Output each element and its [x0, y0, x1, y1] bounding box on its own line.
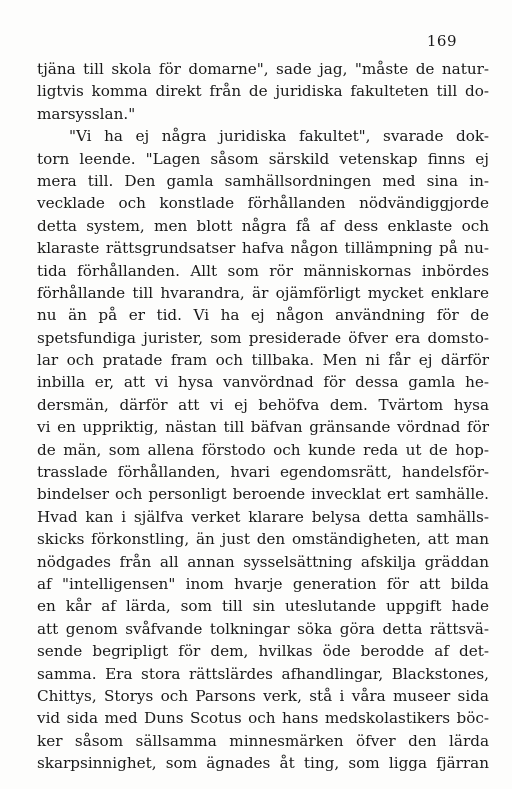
text-line: vi en uppriktig, nästan till bäfvan gränsande vördnad för — [37, 418, 489, 437]
text-line: ker såsom sällsamma minnesmärken öfver den lärda — [37, 731, 489, 750]
text-line: de män, som allena förstodo och kunde reda ut de hop- — [37, 440, 489, 459]
text-line: skicks förkonstling, än just den omständigheten, att man — [37, 530, 489, 549]
body-text — [37, 58, 489, 775]
text-line: bindelser och personligt beroende invecklat ert samhälle. — [37, 485, 489, 504]
text-line: torn leende. "Lagen såsom särskild vetenskap finns ej — [37, 149, 489, 168]
text-line: dersmän, därför att vi ej behöfva dem. Tvärtom hysa — [37, 395, 489, 414]
text-line: spetsfundiga jurister, som presiderade öfver era domsto- — [37, 328, 489, 347]
text-line: inbilla er, att vi hysa vanvördnad för dessa gamla he- — [37, 373, 489, 392]
text-line: sende begripligt för dem, hvilkas öde berodde af det- — [37, 642, 489, 661]
text-line: Hvad kan i själfva verket klarare belysa detta samhälls- — [37, 507, 489, 526]
text-line: en kår af lärda, som till sin uteslutande uppgift hade — [37, 597, 489, 616]
text-line: skarpsinnighet, som ägnades åt ting, som ligga fjärran — [37, 754, 489, 773]
text-line: tjäna till skola för domarne", sade jag, "måste de natur- — [37, 60, 489, 78]
text-line: lar och pratade fram och tillbaka. Men ni får ej därför — [37, 351, 489, 370]
text-line: att genom svåfvande tolkningar söka göra detta rättsvä- — [37, 619, 489, 638]
text-line: Chittys, Storys och Parsons verk, stå i våra museer sida — [37, 686, 489, 705]
text-line: vecklade och konstlade förhållanden nödvändiggjorde — [37, 194, 489, 213]
text-line: ligtvis komma direkt från de juridiska fakulteten till do- — [37, 82, 489, 101]
text-line: tida förhållanden. Allt som rör människornas inbördes — [37, 261, 489, 280]
text-line: nu än på er tid. Vi ha ej någon användning för de — [37, 306, 489, 325]
text-line: af "intelligensen" inom hvarje generation för att bilda — [37, 574, 489, 593]
text-line: mera till. Den gamla samhällsordningen med sina in- — [37, 171, 489, 190]
text-line: detta system, men blott några få af dess enklaste och — [37, 216, 489, 235]
page-number: 169 — [426, 32, 457, 50]
text-line: klaraste rättsgrundsatser hafva någon tillämpning på nu- — [37, 239, 489, 258]
text-line: marsysslan." — [37, 104, 136, 123]
text-line: nödgades från all annan sysselsättning afskilja gräddan — [37, 552, 489, 571]
text-line: vid sida med Duns Scotus och hans medskolastikers böc- — [37, 709, 489, 728]
text-line: förhållande till hvarandra, är ojämförligt mycket enklare — [37, 283, 489, 302]
text-line: "Vi ha ej några juridiska fakultet", svarade dok- — [69, 127, 489, 146]
text-line: samma. Era stora rättslärdes afhandlingar, Blackstones, — [37, 664, 489, 683]
text-line: trasslade förhållanden, hvari egendomsrätt, handelsför- — [37, 463, 489, 482]
